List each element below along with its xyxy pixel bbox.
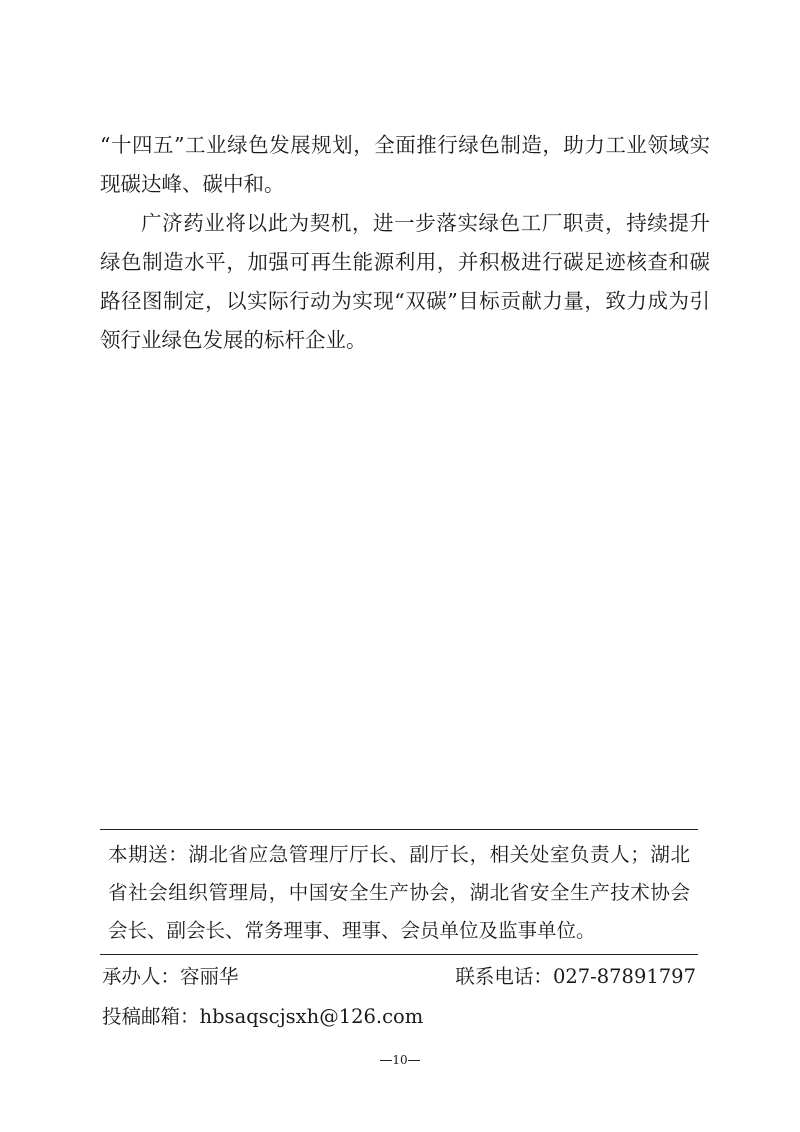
handler-name: 容丽华 (180, 965, 239, 988)
page-dash-right (408, 1060, 420, 1061)
distribution-list (100, 830, 698, 954)
email-address: hbsaqscjsxh@126.com (199, 1005, 424, 1028)
email-row (100, 999, 698, 1035)
bottom-divider (100, 954, 698, 955)
body-paragraph: 广济药业将以此为契机，进一步落实绿色工厂职责，持续提升绿色制造水平，加强可再生能源利用，并积极进行碳足迹核查和碳路径图制定，以实际行动为实现“双碳”目标贡献力量，致力成为引领行业绿色发展的标杆企业。 (100, 211, 710, 352)
email-label: 投稿邮箱： (102, 1005, 200, 1028)
page-number (0, 1053, 800, 1067)
distribution-recipients: 湖北省应急管理厅厅长、副厅长，相关处室负责人；湖北省社会组织管理局，中国安全生产协会，湖北省安全生产技术协会会长、副会长、常务理事、理事、会员单位及监事单位。 (108, 843, 690, 942)
distribution-footer (100, 829, 698, 1035)
contact-row (100, 959, 698, 995)
phone-number: 027-87891797 (552, 965, 696, 988)
distribution-label: 本期送： (108, 843, 189, 866)
page-number-value: 10 (392, 1053, 408, 1067)
document-body (100, 126, 710, 360)
body-paragraph: “十四五”工业绿色发展规划，全面推行绿色制造，助力工业领域实现碳达峰、碳中和。 (100, 133, 710, 196)
page-dash-left (380, 1060, 392, 1061)
phone-label: 联系电话： (455, 965, 553, 988)
phone (455, 959, 696, 995)
handler-label: 承办人： (102, 965, 181, 988)
handler (102, 959, 239, 995)
